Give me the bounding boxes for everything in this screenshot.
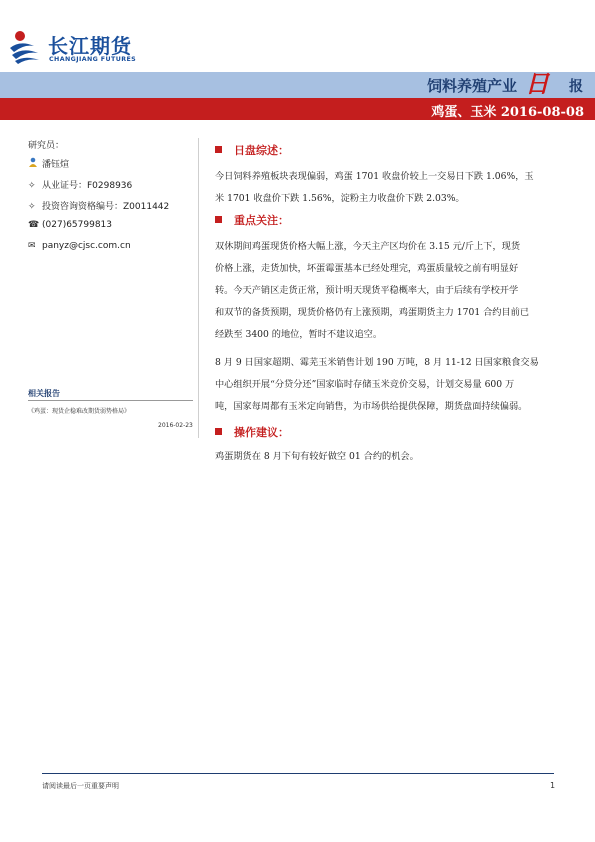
consult-license-row [28, 199, 169, 212]
diamond-icon: ✧ [28, 202, 36, 212]
diamond-icon: ✧ [28, 181, 36, 191]
title-band [0, 72, 595, 98]
report-type-char: 日 [525, 70, 549, 98]
text-line: 吨，国家每周都有玉米定向销售，为市场供给提供保障，期货盘面持续偏弱。 [215, 401, 528, 412]
logo-chinese-name: 长江期货 [48, 34, 132, 58]
footer-disclaimer: 请阅读最后一页重要声明 [42, 782, 119, 790]
researcher-name-row [28, 157, 69, 170]
text-line: 米 1701 收盘价下跌 1.56%，淀粉主力收盘价下跌 2.03%。 [215, 193, 465, 204]
text-line: 8 月 9 日国家超期、霉芜玉米销售计划 190 万吨，8 月 11-12 日国家粮食交易 [215, 357, 539, 368]
text-line: 转。今天产销区走货正常，预计明天现货平稳概率大，由于后续有学校开学 [215, 285, 519, 296]
license-row [28, 178, 132, 191]
column-divider [198, 138, 199, 438]
license-number: 从业证号：F0298936 [42, 181, 133, 191]
logo-mark-icon [8, 28, 44, 64]
footer-divider [42, 773, 554, 774]
text-line: 和双节的备货预期，现货价格仍有上涨预期，鸡蛋期货主力 1701 合约目前已 [215, 307, 530, 318]
section-heading-advice: 操作建议： [215, 424, 289, 440]
page-number: 1 [550, 781, 556, 790]
person-icon [28, 157, 42, 170]
text-line: 经跌至 3400 的地位，暂时不建议追空。 [215, 329, 383, 340]
logo-english-name: CHANGJIANG FUTURES [49, 56, 137, 63]
report-subtitle: 鸡蛋、玉米 2016-08-08 [431, 105, 584, 120]
related-reports-title: 相关报告 [28, 389, 60, 398]
phone-icon: ☎ [28, 220, 40, 230]
bullet-square-icon [215, 428, 222, 435]
bullet-square-icon [215, 216, 222, 223]
text-line: 双休期间鸡蛋现货价格大幅上涨，今天主产区均价在 3.15 元/斤上下，现货 [215, 241, 521, 252]
text-line: 中心组织开展“分贷分还”国家临时存储玉米竞价交易，计划交易量 600 万 [215, 379, 515, 390]
mail-icon: ✉ [28, 241, 36, 251]
related-reports [28, 388, 193, 429]
consult-license-number: 投资咨询资格编号：Z0011442 [42, 202, 170, 212]
section-heading-summary: 日盘综述： [215, 142, 289, 158]
subtitle-band [0, 98, 595, 120]
related-report-link[interactable]: 《鸡蛋：现货企稳难改期货弱势格局》 [28, 408, 131, 415]
email-address[interactable]: panyz@cjsc.com.cn [42, 241, 131, 251]
researcher-name: 潘钰煊 [42, 160, 70, 170]
divider [28, 400, 193, 401]
email-row [28, 241, 131, 251]
text-line: 鸡蛋期货在 8 月下旬有较好做空 01 合约的机会。 [215, 451, 419, 462]
related-report-date: 2016-02-23 [158, 422, 193, 429]
report-char: 报 [569, 79, 583, 95]
bullet-square-icon [215, 146, 222, 153]
researcher-label: 研究员： [28, 141, 65, 151]
phone-number: (027)65799813 [42, 220, 113, 230]
phone-row [28, 220, 112, 230]
company-logo [8, 28, 158, 68]
text-line: 今日饲料养殖板块表现偏弱，鸡蛋 1701 收盘价较上一交易日下跌 1.06%，玉 [215, 171, 534, 182]
text-line: 价格上涨，走货加快，坏蛋霉蛋基本已经处理完，鸡蛋质量较之前有明显好 [215, 263, 519, 274]
section-heading-focus: 重点关注： [215, 212, 289, 228]
industry-title: 饲料养殖产业 [426, 77, 517, 95]
